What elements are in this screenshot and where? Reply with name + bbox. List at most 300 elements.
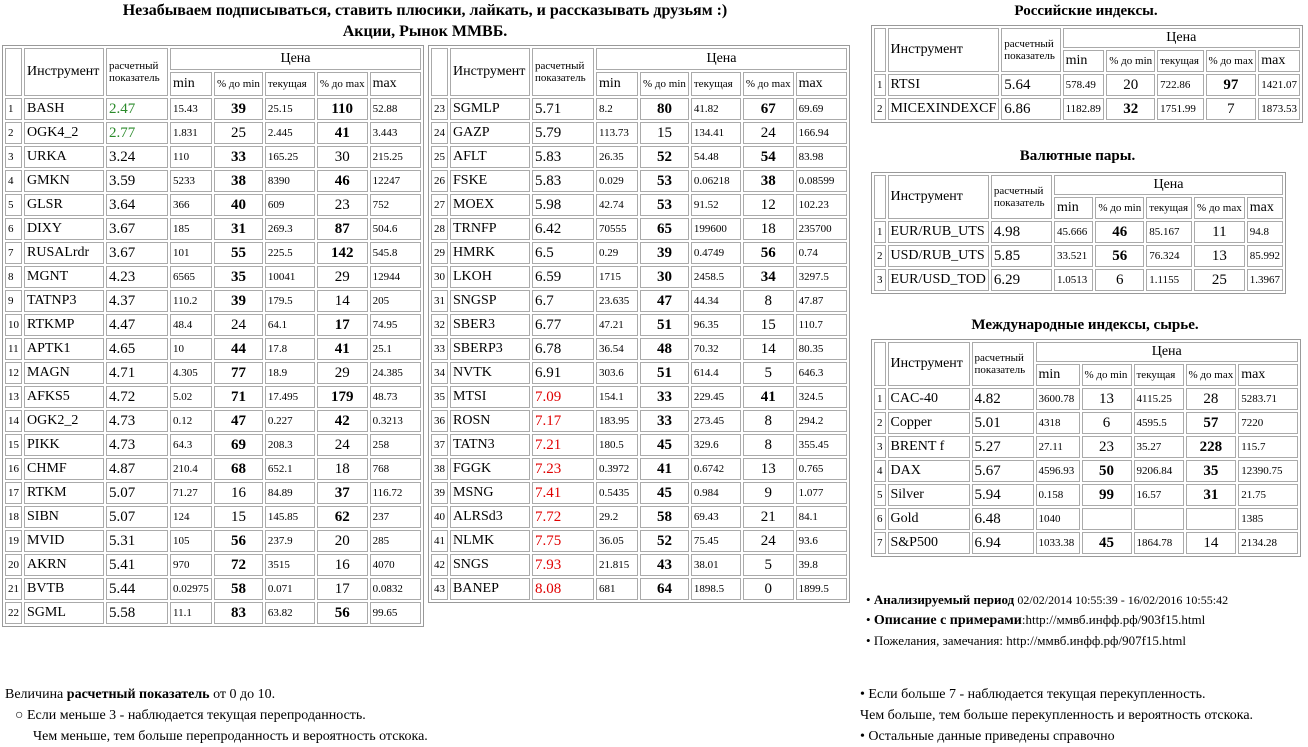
row-calc: 4.72 <box>106 386 168 408</box>
row-instrument: NLMK <box>450 530 530 552</box>
row-min: 4318 <box>1036 412 1080 434</box>
row-max: 83.98 <box>796 146 847 168</box>
row-current: 652.1 <box>265 458 315 480</box>
row-max: 7220 <box>1238 412 1298 434</box>
row-instrument: Copper <box>888 412 970 434</box>
table-row <box>874 532 1298 554</box>
row-current: 199600 <box>691 218 741 240</box>
row-calc: 4.82 <box>972 388 1034 410</box>
row-number: 3 <box>874 269 886 291</box>
row-pct-max: 14 <box>317 290 368 312</box>
row-min: 1040 <box>1036 508 1080 530</box>
row-current: 1864.78 <box>1134 532 1184 554</box>
footer-left-intro: Величина расчетный показатель от 0 до 10. <box>5 687 276 702</box>
row-instrument: MOEX <box>450 194 530 216</box>
row-min: 71.27 <box>170 482 212 504</box>
row-pct-max: 142 <box>317 242 368 264</box>
header-pct-max: % до max <box>1194 197 1245 219</box>
row-current: 0.06218 <box>691 170 741 192</box>
row-max: 1421.07 <box>1258 74 1300 96</box>
table-row <box>5 122 421 144</box>
row-pct-max: 18 <box>317 458 368 480</box>
row-pct-min: 41 <box>640 458 689 480</box>
row-number: 2 <box>874 245 886 267</box>
table-row <box>5 242 421 264</box>
info-period: • Анализируемый период 02/02/2014 10:55:39 - 16/02/2016 10:55:42 <box>866 592 1229 607</box>
row-instrument: HMRK <box>450 242 530 264</box>
table-row <box>5 434 421 456</box>
table-row <box>5 530 421 552</box>
row-min: 45.666 <box>1054 221 1093 243</box>
row-pct-max: 24 <box>317 434 368 456</box>
header-max: max <box>1238 364 1298 386</box>
table-row <box>431 506 847 528</box>
row-number: 26 <box>431 170 448 192</box>
table-row <box>431 98 847 120</box>
table-row <box>431 434 847 456</box>
row-calc: 7.75 <box>532 530 594 552</box>
table-row <box>5 410 421 432</box>
row-instrument: TATNP3 <box>24 290 104 312</box>
row-current: 273.45 <box>691 410 741 432</box>
row-pct-min: 39 <box>640 242 689 264</box>
row-pct-min: 50 <box>1082 460 1132 482</box>
row-pct-min: 32 <box>1106 98 1155 120</box>
row-current: 25.15 <box>265 98 315 120</box>
header-current: текущая <box>1157 50 1203 72</box>
row-instrument: MAGN <box>24 362 104 384</box>
row-current <box>1134 508 1184 530</box>
row-pct-max: 38 <box>743 170 794 192</box>
row-current: 1898.5 <box>691 578 741 600</box>
table-row <box>431 554 847 576</box>
table-row <box>5 98 421 120</box>
row-pct-min: 40 <box>214 194 263 216</box>
row-instrument: MICEXINDEXCF <box>888 98 1000 120</box>
row-current: 1751.99 <box>1157 98 1203 120</box>
row-number: 11 <box>5 338 22 360</box>
row-calc: 6.91 <box>532 362 594 384</box>
row-pct-min: 30 <box>640 266 689 288</box>
row-min: 0.5435 <box>596 482 638 504</box>
table-row <box>5 146 421 168</box>
row-min: 11.1 <box>170 602 212 624</box>
row-max: 85.992 <box>1247 245 1283 267</box>
row-current: 38.01 <box>691 554 741 576</box>
row-pct-max: 17 <box>317 578 368 600</box>
row-min: 4596.93 <box>1036 460 1080 482</box>
row-current: 4115.25 <box>1134 388 1184 410</box>
header-min: min <box>596 72 638 96</box>
row-max: 324.5 <box>796 386 847 408</box>
row-number: 37 <box>431 434 448 456</box>
row-instrument: MTSI <box>450 386 530 408</box>
header-current: текущая <box>1134 364 1184 386</box>
row-max: 768 <box>370 458 421 480</box>
row-number: 4 <box>874 460 886 482</box>
table-row <box>431 314 847 336</box>
info-wishes: • Пожелания, замечания: http://ммвб.инфф.рф/907f15.html <box>866 633 1186 648</box>
row-instrument: CHMF <box>24 458 104 480</box>
row-instrument: GMKN <box>24 170 104 192</box>
row-min: 5.02 <box>170 386 212 408</box>
table-row <box>431 482 847 504</box>
header-pct-max: % до max <box>743 72 794 96</box>
table-row <box>874 508 1298 530</box>
intl-table <box>871 339 1301 557</box>
row-min: 3600.78 <box>1036 388 1080 410</box>
row-instrument: Gold <box>888 508 970 530</box>
row-number: 6 <box>5 218 22 240</box>
row-pct-max: 62 <box>317 506 368 528</box>
row-pct-min: 52 <box>640 530 689 552</box>
row-number: 19 <box>5 530 22 552</box>
row-max: 1.3967 <box>1247 269 1283 291</box>
row-calc: 6.5 <box>532 242 594 264</box>
row-current: 17.8 <box>265 338 315 360</box>
header-max: max <box>796 72 847 96</box>
row-instrument: MSNG <box>450 482 530 504</box>
row-max: 3297.5 <box>796 266 847 288</box>
row-pct-max: 42 <box>317 410 368 432</box>
row-pct-max: 24 <box>743 122 794 144</box>
row-pct-min: 16 <box>214 482 263 504</box>
stocks-table-left <box>2 45 424 627</box>
row-min: 36.05 <box>596 530 638 552</box>
row-number: 33 <box>431 338 448 360</box>
row-instrument: SGMLP <box>450 98 530 120</box>
row-instrument: TRNFP <box>450 218 530 240</box>
row-pct-min: 99 <box>1082 484 1132 506</box>
row-number: 13 <box>5 386 22 408</box>
row-current: 17.495 <box>265 386 315 408</box>
row-number: 18 <box>5 506 22 528</box>
row-pct-min: 45 <box>1082 532 1132 554</box>
header-calc: расчетный показатель <box>106 48 168 96</box>
row-instrument: EUR/USD_TOD <box>888 269 989 291</box>
header-pct-max: % до max <box>1186 364 1237 386</box>
row-instrument: FGGK <box>450 458 530 480</box>
row-pct-min: 47 <box>640 290 689 312</box>
row-pct-max: 54 <box>743 146 794 168</box>
row-number: 2 <box>874 412 886 434</box>
table-row <box>431 194 847 216</box>
page-title-line2: Акции, Рынок ММВБ. <box>342 23 508 40</box>
row-pct-min: 52 <box>640 146 689 168</box>
row-calc: 3.67 <box>106 242 168 264</box>
row-current: 4595.5 <box>1134 412 1184 434</box>
row-current: 18.9 <box>265 362 315 384</box>
row-pct-max: 67 <box>743 98 794 120</box>
row-pct-max: 29 <box>317 266 368 288</box>
row-number: 28 <box>431 218 448 240</box>
row-calc: 4.98 <box>991 221 1052 243</box>
header-number <box>874 175 886 219</box>
row-pct-max: 28 <box>1186 388 1237 410</box>
row-min: 5233 <box>170 170 212 192</box>
fx-table <box>871 172 1286 294</box>
table-row <box>431 146 847 168</box>
row-pct-min: 6 <box>1082 412 1132 434</box>
row-calc: 7.17 <box>532 410 594 432</box>
row-min: 33.521 <box>1054 245 1093 267</box>
table-row <box>5 506 421 528</box>
table-row <box>5 290 421 312</box>
row-number: 14 <box>5 410 22 432</box>
table-row <box>874 269 1283 291</box>
row-instrument: TATN3 <box>450 434 530 456</box>
table-row <box>874 460 1298 482</box>
row-calc: 3.59 <box>106 170 168 192</box>
row-current: 9206.84 <box>1134 460 1184 482</box>
row-max: 12944 <box>370 266 421 288</box>
row-instrument: URKA <box>24 146 104 168</box>
row-max: 74.95 <box>370 314 421 336</box>
row-current: 229.45 <box>691 386 741 408</box>
row-min: 6565 <box>170 266 212 288</box>
table-row <box>5 194 421 216</box>
row-number: 27 <box>431 194 448 216</box>
table-row <box>5 458 421 480</box>
row-max: 80.35 <box>796 338 847 360</box>
row-number: 35 <box>431 386 448 408</box>
row-current: 2458.5 <box>691 266 741 288</box>
row-max: 285 <box>370 530 421 552</box>
header-min: min <box>1063 50 1105 72</box>
row-pct-min: 25 <box>214 122 263 144</box>
row-number: 42 <box>431 554 448 576</box>
row-pct-min: 6 <box>1095 269 1144 291</box>
row-calc: 6.29 <box>991 269 1052 291</box>
row-pct-min: 56 <box>214 530 263 552</box>
row-pct-max: 24 <box>743 530 794 552</box>
row-current: 134.41 <box>691 122 741 144</box>
header-min: min <box>1054 197 1093 219</box>
row-max: 110.7 <box>796 314 847 336</box>
footer-left-item1: ○ Если меньше 3 - наблюдается текущая перепроданность. <box>5 705 605 726</box>
row-max: 115.7 <box>1238 436 1298 458</box>
row-instrument: FSKE <box>450 170 530 192</box>
row-number: 3 <box>874 436 886 458</box>
header-calc: расчетный показатель <box>991 175 1052 219</box>
row-calc: 6.78 <box>532 338 594 360</box>
row-current: 44.34 <box>691 290 741 312</box>
table-row <box>431 266 847 288</box>
row-calc: 6.48 <box>972 508 1034 530</box>
table-row <box>5 218 421 240</box>
row-pct-min <box>1082 508 1132 530</box>
row-calc: 5.07 <box>106 506 168 528</box>
row-instrument: SNGS <box>450 554 530 576</box>
row-calc: 5.41 <box>106 554 168 576</box>
row-number: 4 <box>5 170 22 192</box>
header-instrument: Инструмент <box>888 175 989 219</box>
row-max: 0.08599 <box>796 170 847 192</box>
row-number: 1 <box>5 98 22 120</box>
header-pct-min: % до min <box>1106 50 1155 72</box>
row-max: 24.385 <box>370 362 421 384</box>
row-current: 269.3 <box>265 218 315 240</box>
row-calc: 5.27 <box>972 436 1034 458</box>
row-number: 5 <box>5 194 22 216</box>
row-calc: 6.42 <box>532 218 594 240</box>
row-calc: 4.73 <box>106 410 168 432</box>
row-min: 48.4 <box>170 314 212 336</box>
row-min: 42.74 <box>596 194 638 216</box>
header-price: Цена <box>1063 28 1300 48</box>
row-min: 1182.89 <box>1063 98 1105 120</box>
row-current: 0.984 <box>691 482 741 504</box>
table-row <box>431 578 847 600</box>
table-row <box>431 218 847 240</box>
row-min: 1.831 <box>170 122 212 144</box>
row-pct-max: 18 <box>743 218 794 240</box>
row-pct-min: 24 <box>214 314 263 336</box>
header-max: max <box>370 72 421 96</box>
table-row <box>874 221 1283 243</box>
row-pct-min: 55 <box>214 242 263 264</box>
row-max: 94.8 <box>1247 221 1283 243</box>
row-calc: 5.94 <box>972 484 1034 506</box>
row-max: 237 <box>370 506 421 528</box>
row-max: 102.23 <box>796 194 847 216</box>
row-pct-min: 13 <box>1082 388 1132 410</box>
row-min: 578.49 <box>1063 74 1105 96</box>
row-instrument: SBERP3 <box>450 338 530 360</box>
row-pct-min: 39 <box>214 98 263 120</box>
row-max: 215.25 <box>370 146 421 168</box>
row-max: 12247 <box>370 170 421 192</box>
row-pct-max: 11 <box>1194 221 1245 243</box>
row-pct-max: 12 <box>743 194 794 216</box>
row-number: 32 <box>431 314 448 336</box>
row-min: 110.2 <box>170 290 212 312</box>
row-instrument: GAZP <box>450 122 530 144</box>
row-number: 39 <box>431 482 448 504</box>
table-row <box>431 338 847 360</box>
row-number: 1 <box>874 388 886 410</box>
row-min: 0.29 <box>596 242 638 264</box>
info-block <box>866 590 1306 651</box>
row-min: 124 <box>170 506 212 528</box>
row-instrument: DIXY <box>24 218 104 240</box>
row-instrument: ROSN <box>450 410 530 432</box>
row-current: 84.89 <box>265 482 315 504</box>
header-number <box>431 48 448 96</box>
row-current: 0.071 <box>265 578 315 600</box>
row-pct-max: 15 <box>743 314 794 336</box>
header-instrument: Инструмент <box>450 48 530 96</box>
row-max: 294.2 <box>796 410 847 432</box>
table-row <box>874 245 1283 267</box>
row-current: 329.6 <box>691 434 741 456</box>
row-number: 40 <box>431 506 448 528</box>
row-max: 25.1 <box>370 338 421 360</box>
row-calc: 5.67 <box>972 460 1034 482</box>
row-pct-max: 8 <box>743 290 794 312</box>
row-min: 21.815 <box>596 554 638 576</box>
row-pct-max: 31 <box>1186 484 1237 506</box>
row-calc: 7.09 <box>532 386 594 408</box>
row-instrument: USD/RUB_UTS <box>888 245 989 267</box>
footer-right-item2: Чем больше, тем больше перекупленность и вероятность отскока. <box>860 708 1254 723</box>
footer-right-item1: • Если больше 7 - наблюдается текущая перекупленность. <box>860 684 1308 705</box>
row-instrument: RTSI <box>888 74 1000 96</box>
header-min: min <box>1036 364 1080 386</box>
row-min: 366 <box>170 194 212 216</box>
table-row <box>431 530 847 552</box>
row-min: 183.95 <box>596 410 638 432</box>
row-min: 101 <box>170 242 212 264</box>
row-pct-max: 13 <box>743 458 794 480</box>
row-calc: 4.23 <box>106 266 168 288</box>
row-min: 180.5 <box>596 434 638 456</box>
row-instrument: SGML <box>24 602 104 624</box>
row-current: 91.52 <box>691 194 741 216</box>
row-instrument: AKRN <box>24 554 104 576</box>
row-number: 17 <box>5 482 22 504</box>
row-min: 0.02975 <box>170 578 212 600</box>
row-pct-min: 38 <box>214 170 263 192</box>
row-max: 355.45 <box>796 434 847 456</box>
row-calc: 8.08 <box>532 578 594 600</box>
header-current: текущая <box>265 72 315 96</box>
ru-indices-table <box>871 25 1303 123</box>
row-max: 166.94 <box>796 122 847 144</box>
row-min: 23.635 <box>596 290 638 312</box>
row-pct-min: 51 <box>640 362 689 384</box>
row-number: 12 <box>5 362 22 384</box>
row-max: 5283.71 <box>1238 388 1298 410</box>
row-number: 25 <box>431 146 448 168</box>
table-row <box>874 412 1298 434</box>
row-pct-max: 25 <box>1194 269 1245 291</box>
table-row <box>874 436 1298 458</box>
row-instrument: AFKS5 <box>24 386 104 408</box>
table-row <box>5 578 421 600</box>
row-pct-max: 23 <box>317 194 368 216</box>
row-pct-max: 37 <box>317 482 368 504</box>
row-min: 29.2 <box>596 506 638 528</box>
row-current: 69.43 <box>691 506 741 528</box>
row-max: 1385 <box>1238 508 1298 530</box>
row-current: 64.1 <box>265 314 315 336</box>
row-max: 2134.28 <box>1238 532 1298 554</box>
row-max: 47.87 <box>796 290 847 312</box>
table-row <box>5 362 421 384</box>
footer-left <box>5 684 605 747</box>
row-number: 30 <box>431 266 448 288</box>
row-current: 8390 <box>265 170 315 192</box>
row-pct-min: 35 <box>214 266 263 288</box>
row-pct-max <box>1186 508 1237 530</box>
row-calc: 3.64 <box>106 194 168 216</box>
row-pct-max: 5 <box>743 362 794 384</box>
row-pct-max: 7 <box>1206 98 1257 120</box>
row-pct-min: 44 <box>214 338 263 360</box>
row-calc: 6.94 <box>972 532 1034 554</box>
table-row <box>431 410 847 432</box>
row-instrument: ALRSd3 <box>450 506 530 528</box>
row-pct-max: 41 <box>743 386 794 408</box>
fx-title: Валютные пары. <box>1019 148 1136 164</box>
header-price: Цена <box>1054 175 1283 195</box>
row-number: 22 <box>5 602 22 624</box>
row-pct-min: 20 <box>1106 74 1155 96</box>
header-number <box>5 48 22 96</box>
row-number: 41 <box>431 530 448 552</box>
row-number: 5 <box>874 484 886 506</box>
